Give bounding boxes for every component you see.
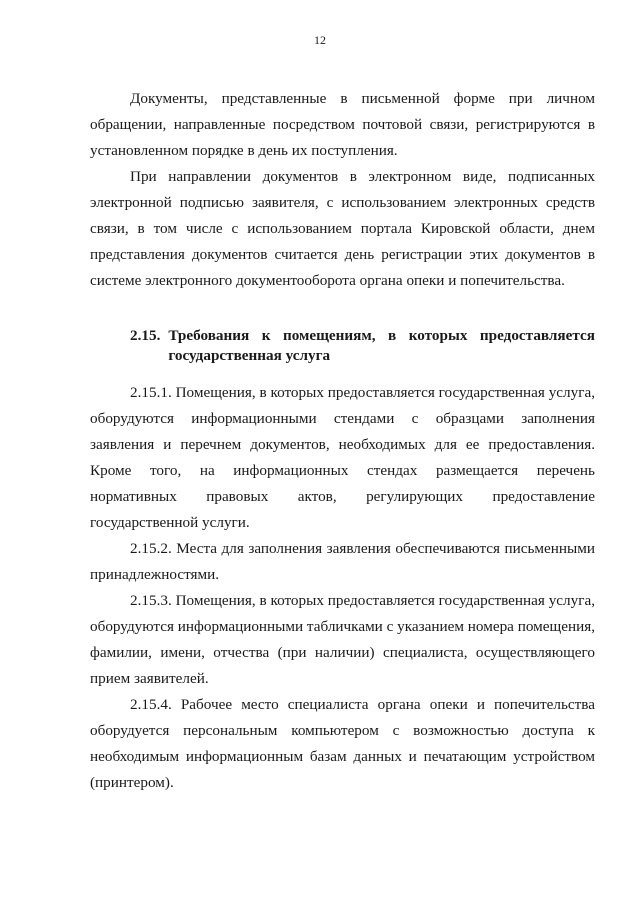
paragraph-2-15-4: 2.15.4. Рабочее место специалиста органа опеки и попечительства оборудуется персональным компьютером с возможностью доступа к необходимым информационным базам данных и печатающим устройством (принтером). [90,696,595,791]
paragraph-2-15-1: 2.15.1. Помещения, в которых предоставляется государственная услуга, оборудуются информационными стендами с образцами заполнения заявления и перечнем документов, необходимых для ее предоставления. Кроме того, на информационных стендах размещается перечень нормативных правовых актов, регулирующих предоставление государственной услуги. [90,384,595,531]
paragraph-2-15-3: 2.15.3. Помещения, в которых предоставляется государственная услуга, оборудуются информационными табличками с указанием номера помещения, фамилии, имени, отчества (при наличии) специалиста, осуществляющего прием заявителей. [90,592,595,687]
paragraph-2-15-2: 2.15.2. Места для заполнения заявления обеспечиваются письменными принадлежностями. [90,540,595,583]
section-number: 2.15. [130,327,161,344]
paragraph-documents-registration: Документы, представленные в письменной форме при личном обращении, направленные посредством почтовой связи, регистрируются в установленном порядке в день их поступления. [90,90,595,159]
section-heading [90,326,595,366]
section-title: Требования к помещениям, в которых предоставляется государственная услуга [168,327,595,364]
page-number: 12 [314,33,326,47]
document-body [90,86,595,796]
paragraph-electronic-submission: При направлении документов в электронном виде, подписанных электронной подписью заявителя, с использованием электронных средств связи, в том числе с использованием портала Кировской области, днем представления документов считается день регистрации этих документов в системе электронного документооборота органа опеки и попечительства. [90,168,595,289]
